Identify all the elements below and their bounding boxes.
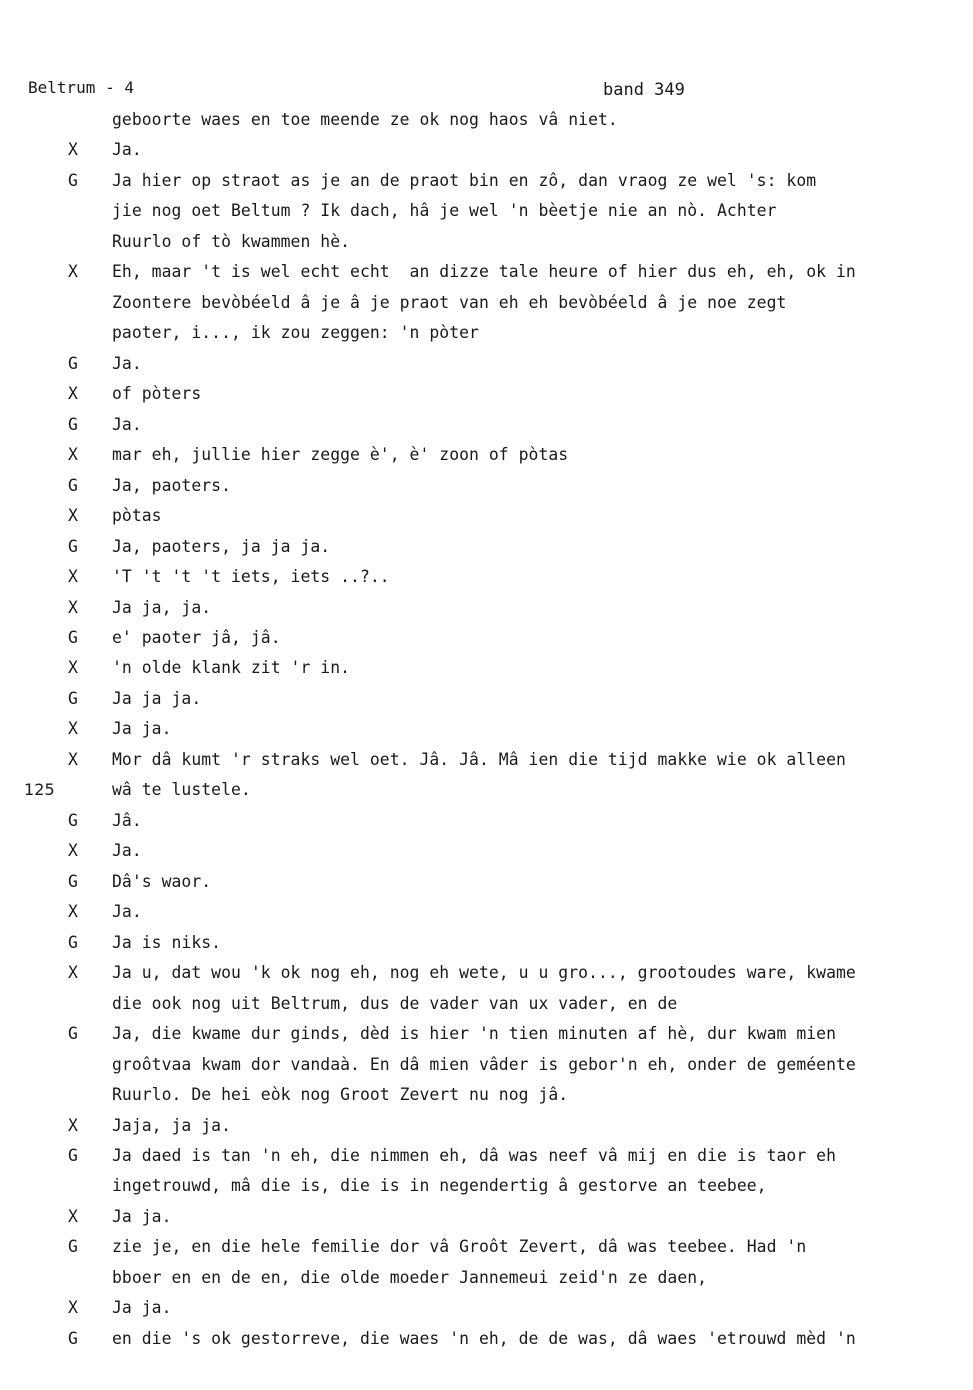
transcript-line [0, 902, 973, 932]
utterance-text: Ruurlo. De hei eòk nog Groot Zevert nu nog jâ. [112, 1085, 569, 1104]
speaker-label: G [68, 1329, 78, 1348]
transcript-line [0, 1268, 973, 1298]
transcript-line [0, 506, 973, 536]
speaker-label: X [68, 658, 78, 677]
transcript-line [0, 933, 973, 963]
utterance-text: Ja. [112, 902, 142, 921]
transcript-line [0, 567, 973, 597]
utterance-text: Jaja, ja ja. [112, 1116, 232, 1135]
transcript-line [0, 110, 973, 140]
utterance-text: Ruurlo of tò kwammen hè. [112, 232, 351, 251]
transcript-line [0, 293, 973, 323]
transcript-line [0, 1024, 973, 1054]
utterance-text: geboorte waes en toe meende ze ok nog haos vâ niet. [112, 110, 618, 129]
speaker-label: G [68, 1024, 78, 1043]
transcript-line [0, 354, 973, 384]
transcript-line [0, 171, 973, 201]
page-header-right: band 349 [603, 80, 685, 100]
transcript-line [0, 1055, 973, 1085]
transcript-line [0, 1146, 973, 1176]
utterance-text: Jâ. [112, 811, 142, 830]
utterance-text: Ja, die kwame dur ginds, dèd is hier 'n tien minuten af hè, dur kwam mien [112, 1024, 837, 1043]
utterance-text: Ja u, dat wou 'k ok nog eh, nog eh wete, u u gro..., grootoudes ware, kwame [112, 963, 856, 982]
speaker-label: G [68, 689, 78, 708]
speaker-label: X [68, 1116, 78, 1135]
utterance-text: of pòters [112, 384, 202, 403]
speaker-label: G [68, 628, 78, 647]
utterance-text: Mor dâ kumt 'r straks wel oet. Jâ. Jâ. Mâ ien die tijd makke wie ok alleen [112, 750, 846, 769]
utterance-text: Zoontere bevòbéeld â je â je praot van eh eh bevòbéeld â je noe zegt [112, 293, 787, 312]
transcript-line [0, 811, 973, 841]
utterance-text: Ja, paoters. [112, 476, 232, 495]
transcript-line [0, 658, 973, 688]
utterance-text: 'n olde klank zit 'r in. [112, 658, 351, 677]
utterance-text: bboer en en de en, die olde moeder Jannemeui zeid'n ze daen, [112, 1268, 708, 1287]
transcript-line [0, 537, 973, 567]
transcript-line [0, 1237, 973, 1267]
transcript-line [0, 262, 973, 292]
transcript-line [0, 1329, 973, 1359]
speaker-label: X [68, 750, 78, 769]
speaker-label: X [68, 567, 78, 586]
speaker-label: X [68, 1207, 78, 1226]
utterance-text: Eh, maar 't is wel echt echt an dizze tale heure of hier dus eh, eh, ok in [112, 262, 856, 281]
transcript-line [0, 780, 973, 810]
utterance-text: paoter, i..., ik zou zeggen: 'n pòter [112, 323, 479, 342]
utterance-text: Ja ja. [112, 1298, 172, 1317]
speaker-label: X [68, 384, 78, 403]
utterance-text: e' paoter jâ, jâ. [112, 628, 281, 647]
speaker-label: X [68, 598, 78, 617]
speaker-label: G [68, 1237, 78, 1256]
transcript-line [0, 445, 973, 475]
utterance-text: Ja. [112, 841, 142, 860]
speaker-label: X [68, 719, 78, 738]
utterance-text: Ja, paoters, ja ja ja. [112, 537, 331, 556]
speaker-label: G [68, 1146, 78, 1165]
speaker-label: G [68, 415, 78, 434]
speaker-label: X [68, 1298, 78, 1317]
utterance-text: Ja ja. [112, 1207, 172, 1226]
transcript-line [0, 232, 973, 262]
utterance-text: en die 's ok gestorreve, die waes 'n eh, de de was, dâ waes 'etrouwd mèd 'n [112, 1329, 856, 1348]
utterance-text: die ook nog uit Beltrum, dus de vader van ux vader, en de [112, 994, 678, 1013]
speaker-label: X [68, 262, 78, 281]
speaker-label: G [68, 537, 78, 556]
transcript-line [0, 841, 973, 871]
utterance-text: wâ te lustele. [112, 780, 251, 799]
transcript-line [0, 1207, 973, 1237]
utterance-text: 'T 't 't 't iets, iets ..?.. [112, 567, 390, 586]
transcript-line [0, 689, 973, 719]
speaker-label: X [68, 963, 78, 982]
transcript-line [0, 994, 973, 1024]
speaker-label: G [68, 811, 78, 830]
speaker-label: X [68, 902, 78, 921]
transcript-line [0, 1116, 973, 1146]
utterance-text: Ja ja. [112, 719, 172, 738]
page-header-left: Beltrum - 4 [28, 78, 134, 97]
utterance-text: Ja hier op straot as je an de praot bin en zô, dan vraog ze wel 's: kom [112, 171, 817, 190]
line-number: 125 [24, 780, 55, 799]
speaker-label: G [68, 872, 78, 891]
speaker-label: X [68, 506, 78, 525]
transcript-line [0, 140, 973, 170]
transcript-line [0, 750, 973, 780]
transcript-line [0, 415, 973, 445]
transcript-line [0, 1298, 973, 1328]
utterance-text: Ja is niks. [112, 933, 222, 952]
utterance-text: groôtvaa kwam dor vandaà. En dâ mien vâder is gebor'n eh, onder de geméente [112, 1055, 856, 1074]
transcript-line [0, 1085, 973, 1115]
utterance-text: mar eh, jullie hier zegge è', è' zoon of pòtas [112, 445, 569, 464]
utterance-text: ingetrouwd, mâ die is, die is in negendertig â gestorve an teebee, [112, 1176, 767, 1195]
utterance-text: Ja. [112, 354, 142, 373]
transcript-line [0, 1176, 973, 1206]
speaker-label: G [68, 933, 78, 952]
utterance-text: Ja. [112, 415, 142, 434]
transcript-line [0, 384, 973, 414]
utterance-text: Ja. [112, 140, 142, 159]
utterance-text: Ja daed is tan 'n eh, die nimmen eh, dâ was neef vâ mij en die is taor eh [112, 1146, 837, 1165]
speaker-label: G [68, 354, 78, 373]
transcript-line [0, 323, 973, 353]
transcript-line [0, 201, 973, 231]
transcript-line [0, 598, 973, 628]
transcript-line [0, 872, 973, 902]
transcript-line [0, 963, 973, 993]
speaker-label: G [68, 171, 78, 190]
utterance-text: Ja ja, ja. [112, 598, 212, 617]
transcript-line [0, 628, 973, 658]
transcript-line [0, 476, 973, 506]
speaker-label: G [68, 476, 78, 495]
utterance-text: zie je, en die hele femilie dor vâ Groôt Zevert, dâ was teebee. Had 'n [112, 1237, 807, 1256]
utterance-text: pòtas [112, 506, 162, 525]
speaker-label: X [68, 841, 78, 860]
transcript-line [0, 719, 973, 749]
utterance-text: Dâ's waor. [112, 872, 212, 891]
speaker-label: X [68, 140, 78, 159]
utterance-text: jie nog oet Beltum ? Ik dach, hâ je wel 'n bèetje nie an nò. Achter [112, 201, 777, 220]
speaker-label: X [68, 445, 78, 464]
utterance-text: Ja ja ja. [112, 689, 202, 708]
